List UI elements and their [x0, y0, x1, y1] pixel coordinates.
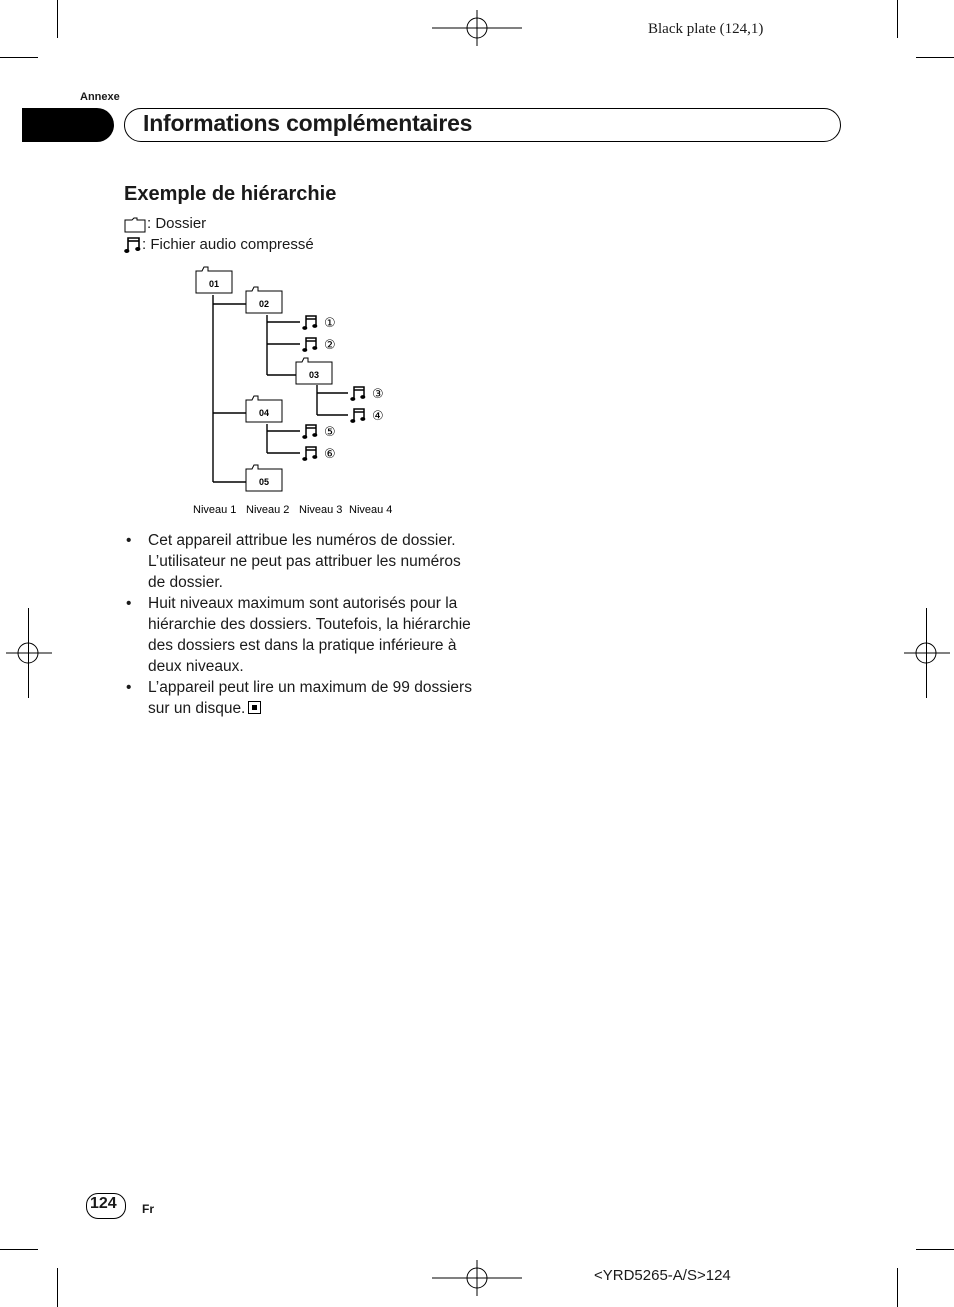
file-number: ④ — [372, 409, 384, 424]
file-5 — [302, 425, 335, 440]
file-1 — [302, 316, 335, 331]
subheading: Exemple de hiérarchie — [124, 183, 337, 205]
folder-label: 04 — [258, 408, 270, 418]
notes-list — [124, 530, 474, 719]
list-item — [124, 593, 474, 677]
file-3 — [350, 387, 383, 402]
list-item-text: Huit niveaux maximum sont autorisés pour la hiérarchie des dossiers. Toutefois, la hiérarchie des dossiers est dans la pratique inférieure à deux niveaux. — [148, 595, 471, 675]
end-of-section-icon — [248, 701, 261, 714]
folder-04 — [246, 396, 282, 422]
level-label: Niveau 3 — [299, 504, 343, 516]
list-item-text: Cet appareil attribue les numéros de dossier. L’utilisateur ne peut pas attribuer les numéros de dossier. — [148, 532, 461, 591]
music-note-icon — [124, 236, 141, 255]
registration-target-bottom-icon — [430, 1258, 524, 1298]
list-item — [124, 677, 474, 719]
folder-label: 02 — [258, 299, 270, 309]
file-number: ① — [324, 316, 336, 331]
document-code: <YRD5265-A/S>124 — [594, 1267, 731, 1284]
section-label: Annexe — [80, 91, 120, 103]
bullet-glyph: • — [126, 595, 132, 612]
folder-label: 05 — [258, 477, 270, 487]
music-note-icon — [302, 447, 317, 461]
music-note-icon — [350, 409, 365, 423]
registration-target-left-icon — [6, 632, 52, 674]
music-note-icon — [302, 338, 317, 352]
file-number: ③ — [372, 387, 384, 402]
level-label: Niveau 1 — [193, 504, 237, 516]
list-item — [124, 530, 474, 593]
music-note-icon — [302, 425, 317, 439]
hierarchy-diagram — [180, 262, 420, 522]
file-4 — [350, 409, 383, 424]
file-6 — [302, 447, 335, 462]
folder-01 — [196, 267, 232, 293]
folder-02 — [246, 287, 282, 313]
folder-icon — [124, 217, 146, 233]
level-label: Niveau 4 — [349, 504, 393, 516]
legend-file-label: : Fichier audio compressé — [142, 236, 314, 253]
section-tab-marker — [22, 108, 114, 142]
folder-05 — [246, 465, 282, 491]
registration-target-top-icon — [430, 8, 524, 48]
page-title: Informations complémentaires — [143, 110, 473, 136]
level-label: Niveau 2 — [246, 504, 290, 516]
language-code: Fr — [142, 1202, 154, 1216]
file-2 — [302, 338, 335, 353]
bullet-glyph: • — [126, 679, 132, 696]
bullet-glyph: • — [126, 532, 132, 549]
legend-folder-label: : Dossier — [147, 215, 207, 232]
music-note-icon — [302, 316, 317, 330]
registration-target-right-icon — [904, 632, 950, 674]
plate-label: Black plate (124,1) — [648, 21, 764, 37]
file-number: ⑤ — [324, 425, 336, 440]
page-number: 124 — [90, 1195, 117, 1212]
music-note-icon — [350, 387, 365, 401]
folder-label: 01 — [208, 279, 220, 289]
folder-03 — [296, 358, 332, 384]
folder-label: 03 — [308, 370, 320, 380]
list-item-text: L’appareil peut lire un maximum de 99 dossiers sur un disque. — [148, 679, 472, 717]
file-number: ② — [324, 338, 336, 353]
file-number: ⑥ — [324, 447, 336, 462]
